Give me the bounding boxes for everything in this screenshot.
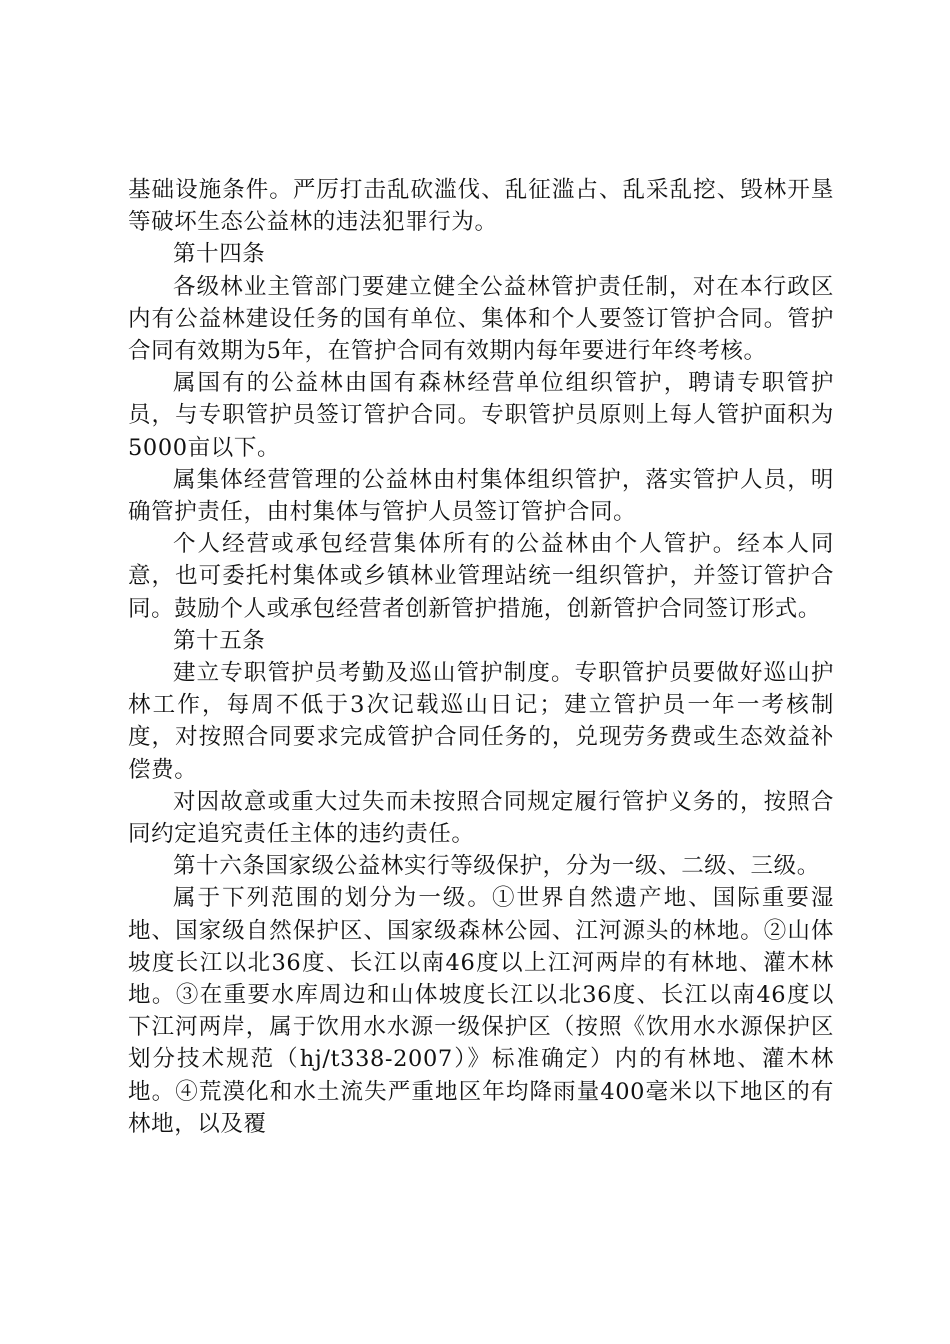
paragraph: 个人经营或承包经营集体所有的公益林由个人管护。经本人同意，也可委托村集体或乡镇林业管理站统一组织管护，并签订管护合同。鼓励个人或承包经营者创新管护措施，创新管护合同签订形式。 — [128, 531, 834, 622]
article-16-paragraph: 第十六条国家级公益林实行等级保护，分为一级、二级、三级。 — [173, 853, 820, 880]
article-14-heading: 第十四条 — [173, 241, 266, 268]
article-15-heading: 第十五条 — [173, 627, 266, 654]
paragraph: 各级林业主管部门要建立健全公益林管护责任制，对在本行政区内有公益林建设任务的国有单位、集体和个人要签订管护合同。管护合同有效期为5年，在管护合同有效期内每年要进行年终考核。 — [128, 273, 834, 365]
paragraph: 属国有的公益林由国有森林经营单位组织管护，聘请专职管护员，与专职管护员签订管护合同。专职管护员原则上每人管护面积为5000亩以下。 — [128, 370, 834, 461]
paragraph-continuation: 基础设施条件。严厉打击乱砍滥伐、乱征滥占、乱采乱挖、毁林开垦等破坏生态公益林的违法犯罪行为。 — [128, 177, 834, 236]
paragraph: 属集体经营管理的公益林由村集体组织管护，落实管护人员，明确管护责任，由村集体与管护人员签订管护合同。 — [128, 466, 834, 526]
document-body — [128, 174, 834, 1140]
paragraph: 建立专职管护员考勤及巡山管护制度。专职管护员要做好巡山护林工作，每周不低于3次记载巡山日记；建立管护员一年一考核制度，对按照合同要求完成管护合同任务的，兑现劳务费或生态效益补偿费。 — [128, 660, 834, 783]
paragraph: 对因故意或重大过失而未按照合同规定履行管护义务的，按照合同约定追究责任主体的违约责任。 — [128, 788, 834, 848]
paragraph: 属于下列范围的划分为一级。①世界自然遗产地、国际重要湿地、国家级自然保护区、国家级森林公园、江河源头的林地。②山体坡度长江以北36度、长江以南46度以上江河两岸的有林地、灌木林地。③在重要水库周边和山体坡度长江以北36度、长江以南46度以下江河两岸，属于饮用水水源一级保护区（按照《饮用水水源保护区划分技术规范（hj/t338-2007）》标准确定）内的有林地、灌木林地。④荒漠化和水土流失严重地区年均降雨量400毫米以下地区的有林地，以及覆 — [128, 885, 834, 1137]
